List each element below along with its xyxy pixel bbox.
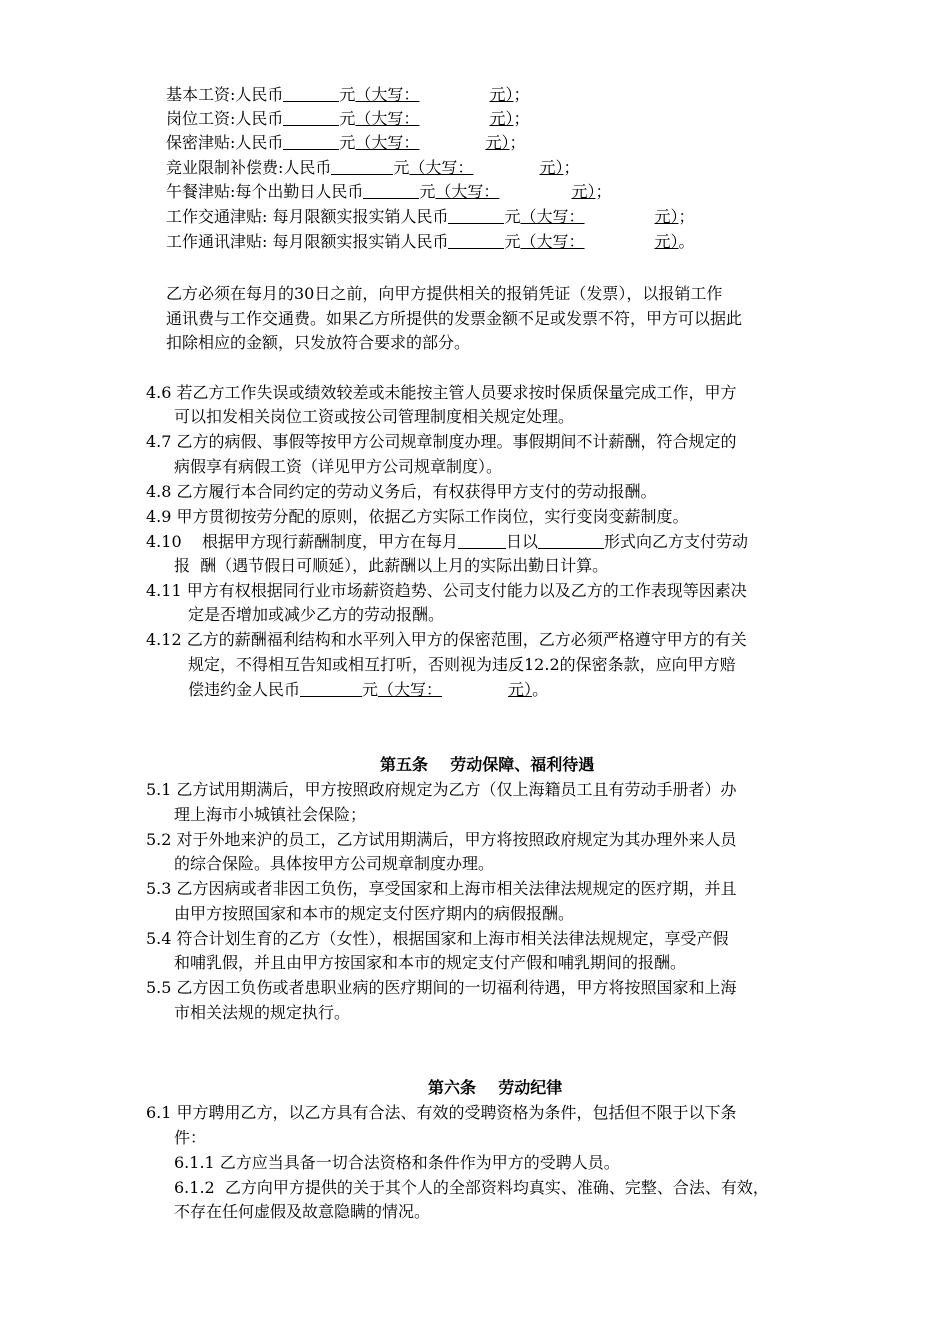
clause-5-4-line-2: 和哺乳假，并且由甲方按国家和本市的规定支付产假和哺乳期间的报酬。 bbox=[174, 953, 687, 972]
salary-telecom bbox=[166, 230, 695, 254]
clause-4-9: 4.9 甲方贯彻按劳分配的原则，依据乙方实际工作岗位，实行变岗变薪制度。 bbox=[146, 507, 689, 526]
daxie-close: 元） bbox=[571, 182, 596, 201]
label: 竞业限制补偿费:人民币 bbox=[166, 158, 332, 177]
daxie-open: （大写： bbox=[355, 109, 420, 128]
blank bbox=[283, 109, 339, 126]
clause-6-1-2-line-1: 6.1.2 乙方向甲方提供的关于其个人的全部资料均真实、准确、完整、合法、有效， bbox=[174, 1178, 769, 1197]
clause-5-3-line-1: 5.3 乙方因病或者非因工负伤，享受国家和上海市相关法律法规规定的医疗期，并且 bbox=[146, 879, 737, 898]
unit: 元 bbox=[339, 85, 356, 104]
clause-4-11-line-2: 定是否增加或减少乙方的劳动报酬。 bbox=[188, 605, 445, 624]
daxie bbox=[378, 680, 532, 699]
clause-5-2-line-2: 的综合保险。具体按甲方公司规章制度办理。 bbox=[174, 854, 495, 873]
text: 形式向乙方支付劳动 bbox=[604, 532, 749, 551]
label: 工作交通津贴: 每月限额实报实销人民币 bbox=[166, 207, 449, 226]
clause-4-10-line-2: 报 酬（遇节假日可顺延），此薪酬以上月的实际出勤日计算。 bbox=[174, 556, 609, 575]
blank bbox=[448, 232, 504, 249]
clause-5-5-line-1: 5.5 乙方因工负伤或者患职业病的医疗期间的一切福利待遇，甲方将按照国家和上海 bbox=[146, 978, 737, 997]
clause-5-3-line-2: 由甲方按照国家和本市的规定支付医疗期内的病假报酬。 bbox=[174, 904, 575, 923]
blank bbox=[283, 133, 339, 150]
clause-6-1-line-2: 件： bbox=[174, 1128, 207, 1147]
blank bbox=[448, 207, 504, 224]
blank bbox=[300, 680, 362, 697]
clause-4-7-line-2: 病假享有病假工资（详见甲方公司规章制度）。 bbox=[174, 457, 503, 476]
daxie-open: （大写： bbox=[520, 207, 585, 226]
label: 基本工资:人民币 bbox=[166, 85, 284, 104]
reimburse-line-3: 扣除相应的金额，只发放符合要求的部分。 bbox=[166, 333, 471, 352]
unit: 元 bbox=[504, 207, 521, 226]
blank bbox=[458, 532, 506, 549]
clause-6-1-line-1: 6.1 甲方聘用乙方，以乙方具有合法、有效的受聘资格为条件，包括但不限于以下条 bbox=[146, 1103, 737, 1122]
clause-6-1-2-line-2: 不存在任何虚假及故意隐瞒的情况。 bbox=[174, 1202, 431, 1221]
clause-4-7-line-1: 4.7 乙方的病假、事假等按甲方公司规章制度办理。事假期间不计薪酬，符合规定的 bbox=[146, 432, 737, 451]
end: ； bbox=[509, 133, 526, 152]
salary-basic bbox=[166, 83, 529, 107]
clause-4-11-line-1: 4.11 甲方有权根据同行业市场薪资趋势、公司支付能力以及乙方的工作表现等因素决 bbox=[146, 581, 747, 600]
blank bbox=[331, 158, 393, 175]
label: 午餐津贴:每个出勤日人民币 bbox=[166, 182, 364, 201]
text: 偿违约金人民币 bbox=[188, 680, 301, 699]
label: 工作通讯津贴: 每月限额实报实销人民币 bbox=[166, 232, 449, 251]
daxie-close: 元） bbox=[508, 680, 533, 699]
unit: 元 bbox=[339, 133, 356, 152]
salary-post bbox=[166, 107, 529, 131]
article-6-title: 第六条 劳动纪律 bbox=[428, 1078, 563, 1097]
salary-transport bbox=[166, 205, 695, 229]
end: ； bbox=[595, 182, 612, 201]
clause-6-1-1: 6.1.1 乙方应当具备一切合法资格和条件作为甲方的受聘人员。 bbox=[174, 1153, 620, 1172]
end: ； bbox=[513, 85, 530, 104]
salary-secrecy bbox=[166, 131, 525, 155]
reimburse-line-1: 乙方必须在每月的30日之前，向甲方提供相关的报销凭证（发票），以报销工作 bbox=[166, 284, 723, 303]
daxie-open: （大写： bbox=[520, 232, 585, 251]
daxie-close: 元） bbox=[539, 158, 564, 177]
clause-4-12-line-1: 4.12 乙方的薪酬福利结构和水平列入甲方的保密范围，乙方必须严格遵守甲方的有关 bbox=[146, 630, 747, 649]
daxie bbox=[355, 85, 513, 104]
clause-4-6-line-1: 4.6 若乙方工作失误或绩效较差或未能按主管人员要求按时保质保量完成工作，甲方 bbox=[146, 383, 737, 402]
unit: 元 bbox=[362, 680, 379, 699]
unit: 元 bbox=[393, 158, 410, 177]
clause-4-6-line-2: 可以扣发相关岗位工资或按公司管理制度相关规定处理。 bbox=[174, 407, 575, 426]
label: 保密津贴:人民币 bbox=[166, 133, 284, 152]
clause-5-4-line-1: 5.4 符合计划生育的乙方（女性），根据国家和上海市相关法律法规规定，享受产假 bbox=[146, 929, 729, 948]
article-5-title: 第五条 劳动保障、福利待遇 bbox=[380, 755, 595, 774]
end: 。 bbox=[532, 680, 549, 699]
end: 。 bbox=[678, 232, 695, 251]
daxie-open: （大写： bbox=[378, 680, 443, 699]
daxie-close: 元） bbox=[489, 85, 514, 104]
clause-4-12-line-2: 规定，不得相互告知或相互打听，否则视为违反12.2的保密条款，应向甲方赔 bbox=[188, 655, 736, 674]
blank bbox=[363, 182, 419, 199]
salary-lunch bbox=[166, 180, 611, 204]
daxie bbox=[409, 158, 563, 177]
text: 4.10 根据甲方现行薪酬制度，甲方在每月 bbox=[146, 532, 458, 551]
daxie-close: 元） bbox=[654, 232, 679, 251]
daxie-close: 元） bbox=[654, 207, 679, 226]
daxie-open: （大写： bbox=[355, 133, 420, 152]
clause-4-10-line-1 bbox=[146, 530, 748, 554]
daxie bbox=[355, 109, 513, 128]
label: 岗位工资:人民币 bbox=[166, 109, 284, 128]
end: ； bbox=[678, 207, 695, 226]
daxie bbox=[435, 182, 595, 201]
blank bbox=[283, 85, 339, 102]
unit: 元 bbox=[419, 182, 436, 201]
daxie bbox=[521, 232, 679, 251]
daxie-close: 元） bbox=[485, 133, 510, 152]
text: 日以 bbox=[505, 532, 538, 551]
clause-4-8: 4.8 乙方履行本合同约定的劳动义务后，有权获得甲方支付的劳动报酬。 bbox=[146, 482, 657, 501]
end: ； bbox=[563, 158, 580, 177]
clause-4-12-line-3 bbox=[188, 678, 548, 702]
unit: 元 bbox=[504, 232, 521, 251]
end: ； bbox=[513, 109, 530, 128]
clause-5-2-line-1: 5.2 对于外地来沪的员工，乙方试用期满后，甲方将按照政府规定为其办理外来人员 bbox=[146, 830, 737, 849]
unit: 元 bbox=[339, 109, 356, 128]
daxie-open: （大写： bbox=[355, 85, 420, 104]
daxie bbox=[355, 133, 509, 152]
daxie-close: 元） bbox=[489, 109, 514, 128]
clause-5-5-line-2: 市相关法规的规定执行。 bbox=[174, 1003, 351, 1022]
blank bbox=[538, 532, 604, 549]
reimburse-line-2: 通讯费与工作交通费。如果乙方所提供的发票金额不足或发票不符，甲方可以据此 bbox=[166, 309, 743, 328]
daxie-open: （大写： bbox=[435, 182, 500, 201]
salary-noncompete bbox=[166, 156, 579, 180]
daxie-open: （大写： bbox=[409, 158, 474, 177]
daxie bbox=[521, 207, 679, 226]
clause-5-1-line-1: 5.1 乙方试用期满后，甲方按照政府规定为乙方（仅上海籍员工且有劳动手册者）办 bbox=[146, 780, 737, 799]
clause-5-1-line-2: 理上海市小城镇社会保险； bbox=[174, 805, 367, 824]
